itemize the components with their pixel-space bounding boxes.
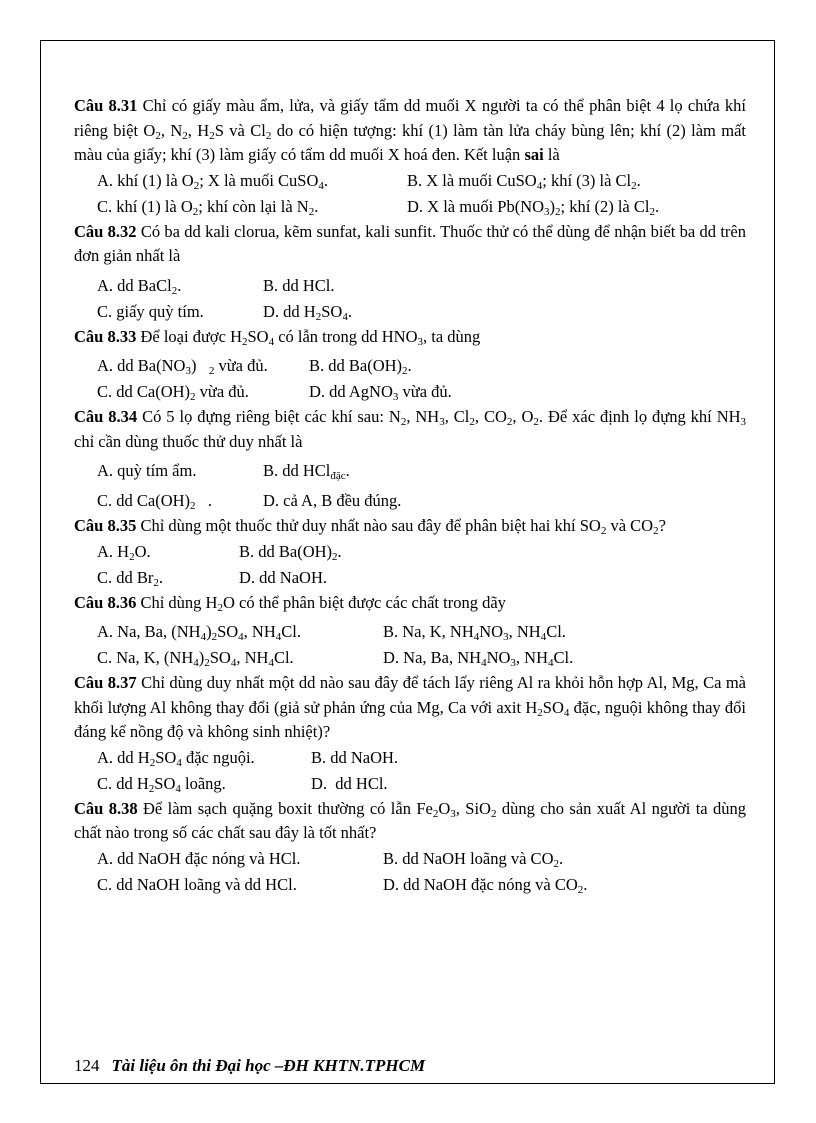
options-row [74, 565, 746, 591]
option-c: C. Na, K, $(NH_4)_2SO_4$, $NH_4Cl$. [97, 648, 294, 669]
question-8-33 [74, 325, 746, 350]
options-row [74, 619, 746, 645]
question-label: Câu 8.35 [74, 516, 137, 535]
question-8-35 [74, 514, 746, 539]
question-label: Câu 8.32 [74, 221, 137, 241]
option-d: D. dd NaOH đặc nóng và $CO_2$. [383, 874, 588, 896]
option-b: B. Na, K, $NH_4NO_3$, $NH_4Cl$. [383, 622, 566, 643]
option-d: D. dd AgNO$_3$ vừa đủ. [309, 382, 452, 403]
question-list [74, 94, 746, 898]
page-number: 124 [74, 1056, 100, 1075]
options-row [74, 645, 746, 671]
option-b: B. X là muối CuSO$_4$; khí (3) là $Cl_2$. [407, 170, 641, 192]
option-c: C. dd $H_2SO_4$ loãng. [97, 773, 226, 795]
options-row [74, 168, 746, 194]
option-c: C. khí (1) là $O_2$; khí còn lại là $N_2$. [97, 196, 319, 218]
option-d: D. X là muối $Pb(NO_3)_2$; khí (2) là $Cl_2$. [407, 196, 660, 218]
question-text: Chỉ dùng $H_2O$ có thể phân biệt được các chất trong dãy [136, 592, 506, 614]
options-row [74, 458, 746, 484]
option-c: C. dd NaOH loãng và dd HCl. [97, 874, 297, 894]
option-b: B. dd HCl. [263, 275, 335, 295]
option-b: B. dd HCl$_{đặc}$. [263, 461, 350, 482]
question-text: Có 5 lọ đựng riêng biệt các khí sau: $N_2$, $NH_3$, $Cl_2$, $CO_2$, $O_2$. Để xác định lọ đựng khí $NH_3$ chỉ cần dùng thuốc thử duy nhất là [74, 407, 747, 451]
question-text: Chỉ dùng duy nhất một dd nào sau đây để tách lấy riêng Al ra khỏi hỗn hợp Al, Mg, Ca mà khối lượng Al không thay đổi (giả sử phản ứng của Mg, Ca với axit $H_2SO_4$ đặc, nguội không thay đổi đáng kể nồng độ và không sinh nhiệt)? [74, 673, 747, 741]
question-label: Câu 8.38 [74, 798, 138, 818]
option-c: C. dd $Br_2$. [97, 567, 164, 589]
question-8-32 [74, 220, 746, 269]
option-a: A. quỳ tím ẩm. [97, 461, 197, 480]
option-c: C. giấy quỳ tím. [97, 301, 204, 321]
option-d: D. cả A, B đều đúng. [263, 491, 402, 510]
question-8-36 [74, 591, 746, 616]
option-b: B. dd $Ba(OH)_2$. [309, 356, 412, 377]
question-text: Chỉ dùng một thuốc thử duy nhất nào sau đây để phân biệt hai khí $SO_2$ và $CO_2$? [136, 516, 666, 537]
option-d: D. dd $H_2SO_4$. [263, 301, 352, 323]
option-a: A. $H_2O$. [97, 541, 151, 563]
options-row [74, 745, 746, 771]
option-c: C. dd $Ca(OH)_2$ vừa đủ. [97, 382, 249, 403]
option-b: B. dd NaOH loãng và $CO_2$. [383, 848, 564, 870]
question-label: Câu 8.34 [74, 407, 138, 426]
options-row [74, 771, 746, 797]
options-row [74, 846, 746, 872]
question-text: Chỉ có giấy màu ẩm, lửa, và giấy tẩm dd muối X người ta có thể phân biệt 4 lọ chứa khí riêng biệt $O_2$, $N_2$, $H_2S$ và $Cl_2$ do có hiện tượng: khí (1) làm tàn lửa cháy bùng lên; khí (2) làm mất màu của giấy; khí (3) làm giấy có tẩm dd muối X hoá đen. Kết luận sai là [74, 96, 747, 164]
options-row [74, 539, 746, 565]
options-row [74, 379, 746, 405]
question-text: Để làm sạch quặng boxit thường có lẫn $Fe_2O_3$, SiO$_2$ dùng cho sản xuất Al người ta dùng chất nào trong số các chất sau đây là tốt nhất? [74, 798, 746, 842]
option-a: A. dd $Ba(NO_3)$ $_2$ vừa đủ. [97, 356, 268, 377]
option-d: D. dd HCl. [311, 773, 388, 793]
footer-title: Tài liệu ôn thi Đại học –ĐH KHTN.TPHCM [111, 1056, 426, 1075]
question-8-31 [74, 94, 746, 168]
question-label: Câu 8.31 [74, 96, 138, 115]
option-d: D. Na, Ba, $NH_4NO_3$, $NH_4Cl$. [383, 648, 574, 669]
options-row [74, 194, 746, 220]
option-d: D. dd NaOH. [239, 567, 327, 587]
option-c: C. dd $Ca(OH)_2$ . [97, 491, 213, 512]
option-a: A. dd NaOH đặc nóng và HCl. [97, 848, 301, 868]
options-row [74, 299, 746, 325]
question-label: Câu 8.37 [74, 673, 137, 692]
options-row [74, 488, 746, 514]
option-a: A. dd BaCl$_2$. [97, 275, 182, 297]
question-label: Câu 8.36 [74, 592, 137, 612]
question-label: Câu 8.33 [74, 326, 137, 346]
option-a: A. Na, Ba, $(NH_4)_2SO_4$, $NH_4Cl$. [97, 622, 301, 643]
question-text: Có ba dd kali clorua, kẽm sunfat, kali sunfit. Thuốc thử có thể dùng để nhận biết ba dd trên đơn giản nhất là [74, 221, 746, 265]
options-row [74, 273, 746, 299]
option-b: B. dd NaOH. [311, 747, 399, 767]
options-row [74, 353, 746, 379]
question-8-37 [74, 671, 746, 745]
options-row [74, 872, 746, 898]
option-a: A. khí (1) là $O_2$; X là muối CuSO$_4$. [97, 170, 329, 192]
option-a: A. dd $H_2SO_4$ đặc nguội. [97, 747, 255, 769]
page-footer [74, 1056, 425, 1076]
option-b: B. dd $Ba(OH)_2$. [239, 541, 342, 563]
question-8-38 [74, 797, 746, 846]
question-8-34 [74, 405, 746, 454]
question-text: Để loại được $H_2SO_4$ có lẫn trong dd $HNO_3$, ta dùng [136, 326, 481, 348]
